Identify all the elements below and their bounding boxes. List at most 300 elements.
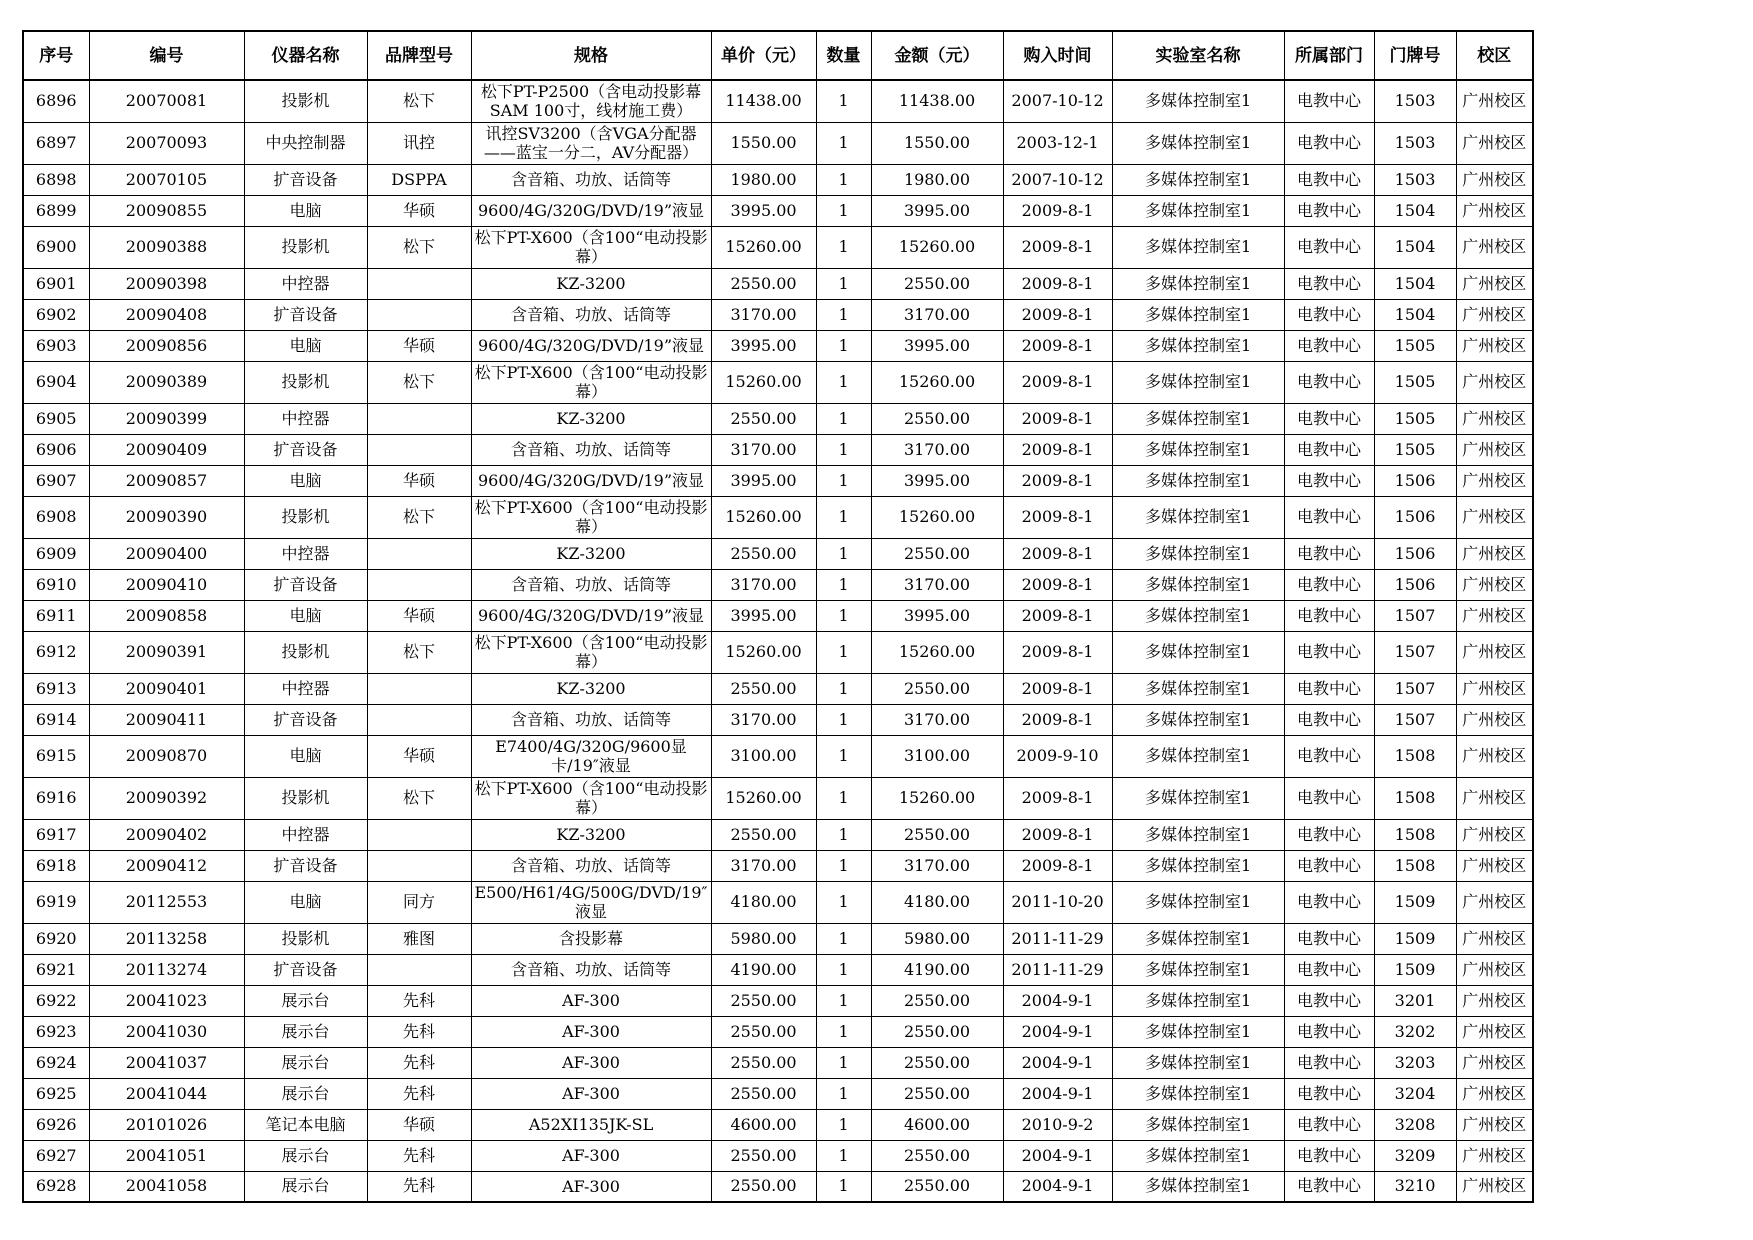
cell-price: 2550.00: [711, 985, 816, 1016]
cell-campus: 广州校区: [1456, 434, 1533, 465]
cell-amount: 2550.00: [871, 268, 1003, 299]
table-row: [23, 1171, 1533, 1202]
cell-spec: [471, 122, 711, 164]
table-row: [23, 465, 1533, 496]
cell-spec: [471, 881, 711, 923]
cell-brand: 华硕: [367, 465, 471, 496]
cell-room: 1505: [1374, 361, 1456, 403]
cell-code: 20090400: [89, 538, 244, 569]
cell-spec: [471, 1109, 711, 1140]
cell-spec: [471, 195, 711, 226]
cell-seq: 6909: [23, 538, 89, 569]
cell-dept: 电教中心: [1284, 600, 1374, 631]
cell-lab: 多媒体控制室1: [1112, 226, 1284, 268]
cell-brand: 先科: [367, 1078, 471, 1109]
table-row: [23, 1016, 1533, 1047]
cell-lab: 多媒体控制室1: [1112, 122, 1284, 164]
cell-seq: 6916: [23, 777, 89, 819]
cell-price: 3170.00: [711, 299, 816, 330]
cell-spec-text: 松下PT-X600（含100“电动投影幕）: [474, 633, 708, 671]
cell-lab: 多媒体控制室1: [1112, 735, 1284, 777]
cell-brand: 华硕: [367, 1109, 471, 1140]
cell-amount: 3170.00: [871, 850, 1003, 881]
cell-code: 20090399: [89, 403, 244, 434]
cell-name: 扩音设备: [244, 850, 367, 881]
cell-room: 1508: [1374, 850, 1456, 881]
cell-dept: 电教中心: [1284, 299, 1374, 330]
cell-dept: 电教中心: [1284, 819, 1374, 850]
cell-spec: [471, 735, 711, 777]
table-row: [23, 985, 1533, 1016]
cell-code: 20041037: [89, 1047, 244, 1078]
cell-lab: 多媒体控制室1: [1112, 538, 1284, 569]
cell-amount: 2550.00: [871, 819, 1003, 850]
cell-spec-text: KZ-3200: [556, 544, 626, 563]
cell-amount: 3995.00: [871, 195, 1003, 226]
cell-spec-text: 松下PT-P2500（含电动投影幕SAM 100寸，线材施工费）: [480, 82, 702, 121]
cell-brand: [367, 954, 471, 985]
cell-amount: 2550.00: [871, 1016, 1003, 1047]
cell-price: 4180.00: [711, 881, 816, 923]
cell-date: 2009-8-1: [1003, 434, 1112, 465]
cell-date: 2009-8-1: [1003, 268, 1112, 299]
table-row: [23, 1140, 1533, 1171]
cell-seq: 6905: [23, 403, 89, 434]
cell-brand: DSPPA: [367, 164, 471, 195]
cell-amount: 15260.00: [871, 361, 1003, 403]
cell-seq: 6917: [23, 819, 89, 850]
cell-code: 20113258: [89, 923, 244, 954]
cell-spec: [471, 1047, 711, 1078]
cell-dept: 电教中心: [1284, 985, 1374, 1016]
cell-name: 中控器: [244, 403, 367, 434]
cell-seq: 6898: [23, 164, 89, 195]
cell-spec-text: 含音箱、功放、话筒等: [511, 575, 672, 594]
cell-campus: 广州校区: [1456, 569, 1533, 600]
cell-campus: 广州校区: [1456, 361, 1533, 403]
cell-seq: 6920: [23, 923, 89, 954]
cell-lab: 多媒体控制室1: [1112, 1140, 1284, 1171]
cell-dept: 电教中心: [1284, 195, 1374, 226]
cell-room: 1507: [1374, 600, 1456, 631]
cell-room: 1504: [1374, 226, 1456, 268]
cell-spec-text: 松下PT-X600（含100“电动投影幕）: [474, 498, 708, 536]
cell-date: 2004-9-1: [1003, 1047, 1112, 1078]
col-header-name: 仪器名称: [244, 31, 367, 80]
cell-amount: 4600.00: [871, 1109, 1003, 1140]
cell-room: 1506: [1374, 465, 1456, 496]
cell-brand: 松下: [367, 631, 471, 673]
cell-qty: 1: [816, 1047, 871, 1078]
cell-room: 1508: [1374, 819, 1456, 850]
cell-room: 1504: [1374, 299, 1456, 330]
cell-seq: 6904: [23, 361, 89, 403]
cell-spec-text: 9600/4G/320G/DVD/19”液显: [477, 336, 705, 355]
cell-name: 电脑: [244, 330, 367, 361]
cell-amount: 3995.00: [871, 465, 1003, 496]
cell-room: 1509: [1374, 954, 1456, 985]
cell-dept: 电教中心: [1284, 673, 1374, 704]
cell-room: 1503: [1374, 164, 1456, 195]
cell-code: 20090858: [89, 600, 244, 631]
cell-seq: 6903: [23, 330, 89, 361]
cell-spec: [471, 361, 711, 403]
cell-qty: 1: [816, 1171, 871, 1202]
cell-lab: 多媒体控制室1: [1112, 164, 1284, 195]
cell-amount: 15260.00: [871, 226, 1003, 268]
cell-price: 3100.00: [711, 735, 816, 777]
cell-qty: 1: [816, 361, 871, 403]
cell-price: 2550.00: [711, 1047, 816, 1078]
cell-campus: 广州校区: [1456, 631, 1533, 673]
cell-spec: [471, 268, 711, 299]
cell-date: 2009-9-10: [1003, 735, 1112, 777]
cell-spec: [471, 496, 711, 538]
cell-qty: 1: [816, 403, 871, 434]
table-row: [23, 1109, 1533, 1140]
cell-campus: 广州校区: [1456, 850, 1533, 881]
cell-name: 扩音设备: [244, 569, 367, 600]
cell-price: 15260.00: [711, 777, 816, 819]
cell-dept: 电教中心: [1284, 1140, 1374, 1171]
cell-seq: 6914: [23, 704, 89, 735]
cell-spec-text: AF-300: [562, 1084, 620, 1103]
cell-seq: 6912: [23, 631, 89, 673]
cell-dept: 电教中心: [1284, 1047, 1374, 1078]
cell-brand: 松下: [367, 80, 471, 122]
cell-price: 2550.00: [711, 1140, 816, 1171]
cell-spec-text: KZ-3200: [556, 274, 626, 293]
cell-lab: 多媒体控制室1: [1112, 954, 1284, 985]
cell-price: 3170.00: [711, 434, 816, 465]
cell-qty: 1: [816, 1140, 871, 1171]
cell-seq: 6900: [23, 226, 89, 268]
cell-amount: 2550.00: [871, 538, 1003, 569]
cell-lab: 多媒体控制室1: [1112, 631, 1284, 673]
cell-code: 20070081: [89, 80, 244, 122]
cell-dept: 电教中心: [1284, 735, 1374, 777]
cell-dept: 电教中心: [1284, 850, 1374, 881]
col-header-seq: 序号: [23, 31, 89, 80]
cell-price: 2550.00: [711, 819, 816, 850]
cell-room: 1507: [1374, 704, 1456, 735]
cell-code: 20070105: [89, 164, 244, 195]
cell-name: 电脑: [244, 881, 367, 923]
cell-price: 15260.00: [711, 631, 816, 673]
cell-spec: [471, 1171, 711, 1202]
cell-room: 3204: [1374, 1078, 1456, 1109]
cell-spec-text: 含音箱、功放、话筒等: [511, 856, 672, 875]
cell-brand: 先科: [367, 1016, 471, 1047]
cell-brand: [367, 538, 471, 569]
cell-lab: 多媒体控制室1: [1112, 673, 1284, 704]
cell-price: 3995.00: [711, 195, 816, 226]
cell-dept: 电教中心: [1284, 954, 1374, 985]
cell-price: 2550.00: [711, 1016, 816, 1047]
cell-qty: 1: [816, 1109, 871, 1140]
cell-date: 2009-8-1: [1003, 600, 1112, 631]
cell-spec-text: KZ-3200: [556, 409, 626, 428]
cell-brand: [367, 403, 471, 434]
table-row: [23, 881, 1533, 923]
cell-spec: [471, 673, 711, 704]
cell-date: 2011-10-20: [1003, 881, 1112, 923]
cell-price: 2550.00: [711, 1171, 816, 1202]
cell-spec: [471, 403, 711, 434]
cell-lab: 多媒体控制室1: [1112, 1109, 1284, 1140]
cell-amount: 2550.00: [871, 673, 1003, 704]
cell-room: 3202: [1374, 1016, 1456, 1047]
cell-brand: 先科: [367, 1047, 471, 1078]
cell-code: 20041058: [89, 1171, 244, 1202]
cell-brand: 雅图: [367, 923, 471, 954]
cell-name: 扩音设备: [244, 164, 367, 195]
cell-seq: 6896: [23, 80, 89, 122]
cell-price: 3170.00: [711, 850, 816, 881]
cell-amount: 4190.00: [871, 954, 1003, 985]
cell-date: 2010-9-2: [1003, 1109, 1112, 1140]
cell-spec: [471, 600, 711, 631]
cell-qty: 1: [816, 330, 871, 361]
cell-brand: [367, 673, 471, 704]
cell-campus: 广州校区: [1456, 819, 1533, 850]
cell-dept: 电教中心: [1284, 434, 1374, 465]
cell-brand: [367, 569, 471, 600]
cell-seq: 6919: [23, 881, 89, 923]
cell-spec-text: 含音箱、功放、话筒等: [511, 710, 672, 729]
cell-code: 20090402: [89, 819, 244, 850]
cell-brand: [367, 850, 471, 881]
cell-campus: 广州校区: [1456, 496, 1533, 538]
cell-spec: [471, 299, 711, 330]
cell-name: 投影机: [244, 777, 367, 819]
cell-room: 1509: [1374, 923, 1456, 954]
table-row: [23, 330, 1533, 361]
cell-price: 4600.00: [711, 1109, 816, 1140]
cell-date: 2007-10-12: [1003, 164, 1112, 195]
cell-name: 投影机: [244, 631, 367, 673]
cell-code: 20090390: [89, 496, 244, 538]
table-row: [23, 403, 1533, 434]
cell-amount: 15260.00: [871, 777, 1003, 819]
cell-campus: 广州校区: [1456, 164, 1533, 195]
cell-spec: [471, 465, 711, 496]
cell-lab: 多媒体控制室1: [1112, 777, 1284, 819]
cell-qty: 1: [816, 1078, 871, 1109]
table-row: [23, 923, 1533, 954]
cell-seq: 6902: [23, 299, 89, 330]
cell-seq: 6906: [23, 434, 89, 465]
cell-room: 1505: [1374, 330, 1456, 361]
cell-dept: 电教中心: [1284, 538, 1374, 569]
cell-code: 20090410: [89, 569, 244, 600]
cell-spec-text: 9600/4G/320G/DVD/19”液显: [477, 471, 705, 490]
cell-code: 20090855: [89, 195, 244, 226]
table-row: [23, 1047, 1533, 1078]
cell-spec-text: E500/H61/4G/500G/DVD/19″液显: [474, 883, 708, 921]
cell-brand: 华硕: [367, 330, 471, 361]
cell-qty: 1: [816, 496, 871, 538]
cell-amount: 2550.00: [871, 1140, 1003, 1171]
cell-date: 2004-9-1: [1003, 1016, 1112, 1047]
cell-spec-text: 松下PT-X600（含100“电动投影幕）: [474, 363, 708, 401]
cell-code: 20090857: [89, 465, 244, 496]
cell-amount: 2550.00: [871, 1078, 1003, 1109]
cell-dept: 电教中心: [1284, 496, 1374, 538]
cell-dept: 电教中心: [1284, 1171, 1374, 1202]
cell-campus: 广州校区: [1456, 881, 1533, 923]
cell-campus: 广州校区: [1456, 600, 1533, 631]
cell-room: 1504: [1374, 195, 1456, 226]
cell-lab: 多媒体控制室1: [1112, 881, 1284, 923]
cell-lab: 多媒体控制室1: [1112, 923, 1284, 954]
cell-date: 2009-8-1: [1003, 673, 1112, 704]
col-header-amount: 金额（元）: [871, 31, 1003, 80]
cell-price: 3995.00: [711, 465, 816, 496]
cell-price: 3995.00: [711, 330, 816, 361]
table-row: [23, 735, 1533, 777]
cell-campus: 广州校区: [1456, 122, 1533, 164]
cell-spec: [471, 434, 711, 465]
cell-seq: 6899: [23, 195, 89, 226]
cell-qty: 1: [816, 195, 871, 226]
cell-spec: [471, 631, 711, 673]
cell-code: 20090409: [89, 434, 244, 465]
cell-spec-text: 9600/4G/320G/DVD/19”液显: [477, 606, 705, 625]
cell-brand: 松下: [367, 226, 471, 268]
cell-lab: 多媒体控制室1: [1112, 1016, 1284, 1047]
cell-campus: 广州校区: [1456, 777, 1533, 819]
cell-dept: 电教中心: [1284, 164, 1374, 195]
cell-room: 1503: [1374, 80, 1456, 122]
table-row: [23, 268, 1533, 299]
cell-room: 3209: [1374, 1140, 1456, 1171]
cell-date: 2009-8-1: [1003, 226, 1112, 268]
cell-qty: 1: [816, 819, 871, 850]
cell-seq: 6907: [23, 465, 89, 496]
cell-spec-text: 含音箱、功放、话筒等: [511, 960, 672, 979]
cell-amount: 2550.00: [871, 1047, 1003, 1078]
table-row: [23, 434, 1533, 465]
cell-name: 中控器: [244, 538, 367, 569]
cell-room: 1508: [1374, 777, 1456, 819]
cell-name: 投影机: [244, 923, 367, 954]
cell-code: 20090408: [89, 299, 244, 330]
cell-brand: [367, 299, 471, 330]
col-header-code: 编号: [89, 31, 244, 80]
cell-qty: 1: [816, 850, 871, 881]
cell-code: 20090856: [89, 330, 244, 361]
cell-lab: 多媒体控制室1: [1112, 299, 1284, 330]
cell-code: 20041051: [89, 1140, 244, 1171]
table-row: [23, 600, 1533, 631]
cell-spec: [471, 569, 711, 600]
cell-spec-text: 含音箱、功放、话筒等: [511, 170, 672, 189]
cell-seq: 6927: [23, 1140, 89, 1171]
cell-qty: 1: [816, 704, 871, 735]
cell-seq: 6924: [23, 1047, 89, 1078]
cell-date: 2004-9-1: [1003, 1140, 1112, 1171]
table-row: [23, 361, 1533, 403]
cell-date: 2011-11-29: [1003, 954, 1112, 985]
cell-spec-text: AF-300: [562, 1053, 620, 1072]
cell-spec-text: A52XI135JK-SL: [528, 1115, 654, 1134]
table-row: [23, 954, 1533, 985]
cell-spec: [471, 164, 711, 195]
cell-lab: 多媒体控制室1: [1112, 330, 1284, 361]
cell-dept: 电教中心: [1284, 923, 1374, 954]
cell-name: 电脑: [244, 600, 367, 631]
cell-amount: 3170.00: [871, 434, 1003, 465]
cell-date: 2004-9-1: [1003, 1078, 1112, 1109]
cell-amount: 3170.00: [871, 299, 1003, 330]
cell-name: 展示台: [244, 1140, 367, 1171]
cell-date: 2009-8-1: [1003, 403, 1112, 434]
col-header-dept: 所属部门: [1284, 31, 1374, 80]
cell-dept: 电教中心: [1284, 226, 1374, 268]
cell-amount: 4180.00: [871, 881, 1003, 923]
cell-spec-text: KZ-3200: [556, 825, 626, 844]
cell-price: 15260.00: [711, 496, 816, 538]
cell-price: 15260.00: [711, 361, 816, 403]
table-row: [23, 496, 1533, 538]
cell-dept: 电教中心: [1284, 361, 1374, 403]
cell-name: 投影机: [244, 80, 367, 122]
cell-amount: 15260.00: [871, 496, 1003, 538]
cell-qty: 1: [816, 673, 871, 704]
cell-name: 扩音设备: [244, 434, 367, 465]
cell-dept: 电教中心: [1284, 330, 1374, 361]
cell-amount: 1980.00: [871, 164, 1003, 195]
cell-date: 2009-8-1: [1003, 704, 1112, 735]
cell-name: 扩音设备: [244, 299, 367, 330]
cell-code: 20090392: [89, 777, 244, 819]
cell-room: 1506: [1374, 538, 1456, 569]
cell-date: 2009-8-1: [1003, 850, 1112, 881]
cell-qty: 1: [816, 954, 871, 985]
col-header-brand: 品牌型号: [367, 31, 471, 80]
cell-date: 2009-8-1: [1003, 361, 1112, 403]
cell-seq: 6923: [23, 1016, 89, 1047]
table-body: [23, 80, 1533, 1202]
cell-lab: 多媒体控制室1: [1112, 1171, 1284, 1202]
cell-lab: 多媒体控制室1: [1112, 569, 1284, 600]
cell-brand: 松下: [367, 496, 471, 538]
cell-price: 3170.00: [711, 569, 816, 600]
cell-lab: 多媒体控制室1: [1112, 80, 1284, 122]
cell-name: 中央控制器: [244, 122, 367, 164]
cell-campus: 广州校区: [1456, 1078, 1533, 1109]
cell-lab: 多媒体控制室1: [1112, 1078, 1284, 1109]
cell-room: 3210: [1374, 1171, 1456, 1202]
cell-price: 2550.00: [711, 1078, 816, 1109]
cell-qty: 1: [816, 299, 871, 330]
cell-price: 1980.00: [711, 164, 816, 195]
cell-dept: 电教中心: [1284, 704, 1374, 735]
cell-campus: 广州校区: [1456, 226, 1533, 268]
cell-name: 展示台: [244, 985, 367, 1016]
cell-qty: 1: [816, 226, 871, 268]
cell-seq: 6908: [23, 496, 89, 538]
cell-date: 2009-8-1: [1003, 631, 1112, 673]
cell-spec-text: 松下PT-X600（含100“电动投影幕）: [474, 228, 708, 266]
cell-lab: 多媒体控制室1: [1112, 195, 1284, 226]
cell-qty: 1: [816, 923, 871, 954]
cell-amount: 3100.00: [871, 735, 1003, 777]
cell-room: 3201: [1374, 985, 1456, 1016]
cell-price: 1550.00: [711, 122, 816, 164]
cell-campus: 广州校区: [1456, 403, 1533, 434]
